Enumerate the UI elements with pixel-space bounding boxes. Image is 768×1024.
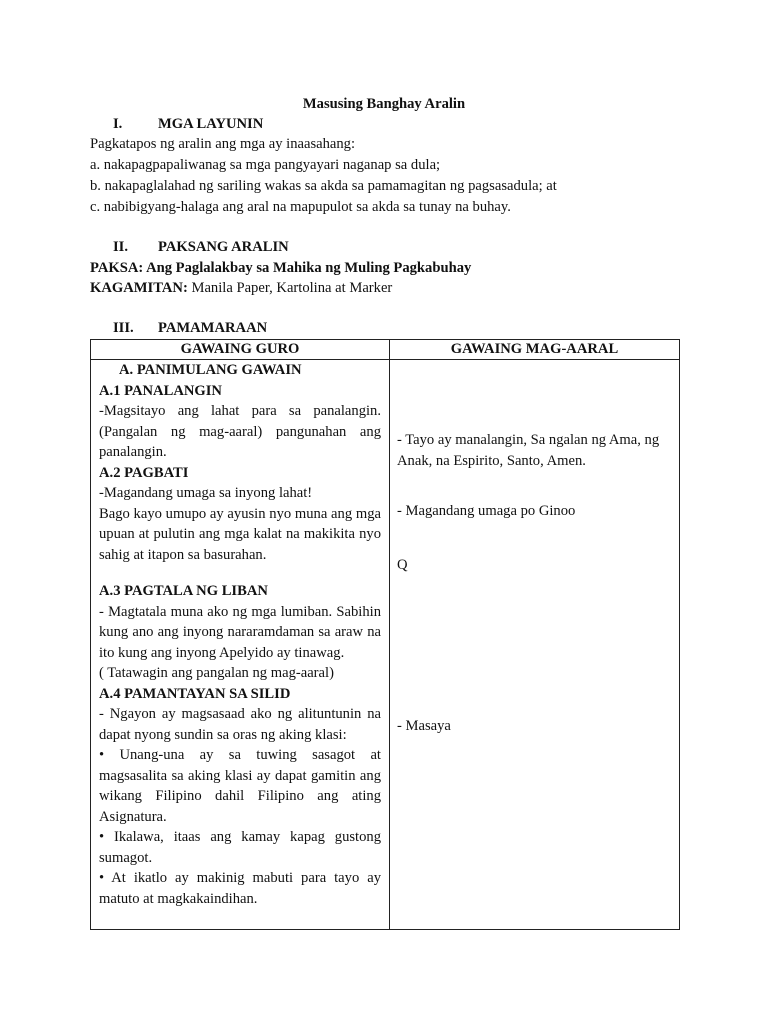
- section-number: I.: [113, 116, 123, 132]
- section-objectives-heading: [113, 114, 263, 135]
- section-number: II.: [113, 239, 129, 255]
- teacher-activity-cell: [91, 360, 390, 930]
- student-feeling-response: - Masaya: [397, 718, 451, 734]
- objective-b: b. nakapaglalahad ng sariling wakas sa akda sa pamamagitan ng pagsasadula; at: [90, 178, 557, 194]
- a4-heading: A.4 PAMANTAYAN SA SILID: [99, 685, 291, 702]
- topic-materials: [90, 278, 392, 299]
- section-label: PAMAMARAAN: [158, 320, 268, 336]
- student-prayer-response: - Tayo ay manalangin, Sa ngalan ng Ama, ng Anak, na Espirito, Santo, Amen.: [397, 432, 660, 469]
- section-label: PAKSANG ARALIN: [158, 239, 289, 255]
- section-procedure-heading: [113, 318, 267, 339]
- student-greeting-response: - Magandang umaga po Ginoo: [397, 503, 576, 519]
- a2-heading: A.2 PAGBATI: [99, 464, 189, 481]
- header-student-activity: GAWAING MAG-AARAL: [390, 340, 680, 360]
- objective-c: c. nabibigyang-halaga ang aral na mapupulot sa akda sa tunay na buhay.: [90, 199, 511, 215]
- a3-heading: A.3 PAGTALA NG LIBAN: [99, 583, 268, 599]
- objectives-intro: Pagkatapos ng aralin ang mga ay inaasahang:: [90, 136, 356, 152]
- section-topic-heading: [113, 237, 289, 258]
- student-response-q: Q: [397, 557, 408, 573]
- section-label: MGA LAYUNIN: [158, 116, 264, 132]
- materials-value: Manila Paper, Kartolina at Marker: [187, 280, 393, 296]
- a3-text: - Magtatala muna ako ng mga lumiban. Sabihin kung ano ang inyong nararamdaman sa araw na ito kung ang inyong Apelyido ay tinawag.: [99, 603, 381, 661]
- part-a-heading: A. PANIMULANG GAWAIN: [119, 362, 302, 378]
- header-teacher-activity: GAWAING GURO: [91, 340, 390, 360]
- a4-text: - Ngayon ay magsasaad ako ng alituntunin na dapat nyong sundin sa oras ng aking klasi:: [99, 706, 381, 743]
- objective-a: a. nakapagpapaliwanag sa mga pangyayari naganap sa dula;: [90, 157, 441, 173]
- a1-heading: A.1 PANALANGIN: [99, 382, 222, 399]
- page-title: Masusing Banghay Aralin: [302, 96, 466, 112]
- a1-text: -Magsitayo ang lahat para sa panalangin. (Pangalan ng mag-aaral) pangunahan ang panalangin.: [99, 403, 381, 460]
- section-number: III.: [113, 320, 134, 336]
- a3-note: ( Tatawagin ang pangalan ng mag-aaral): [99, 665, 334, 681]
- student-activity-cell: [390, 360, 680, 930]
- table-header-row: [91, 340, 680, 360]
- table-row: [91, 360, 680, 930]
- rule-3: • At ikatlo ay makinig mabuti para tayo ay matuto at magkakaindihan.: [99, 870, 381, 907]
- topic-paksa: PAKSA: Ang Paglalakbay sa Mahika ng Muling Pagkabuhay: [90, 260, 472, 276]
- rule-1: • Unang-una ay sa tuwing sasagot at magsasalita sa aking klasi ay dapat gamitin ang wikang Filipino dahil Filipino ang ating Asignatura.: [99, 747, 381, 825]
- a2-instruction: Bago kayo umupo ay ayusin nyo muna ang mga upuan at pulutin ang mga kalat na makikita nyo sahig at itapon sa basurahan.: [99, 505, 381, 563]
- rule-2: • Ikalawa, itaas ang kamay kapag gustong sumagot.: [99, 829, 381, 866]
- materials-label: KAGAMITAN:: [90, 280, 188, 296]
- a2-greeting: -Magandang umaga sa inyong lahat!: [99, 485, 313, 501]
- procedure-table: [90, 339, 680, 930]
